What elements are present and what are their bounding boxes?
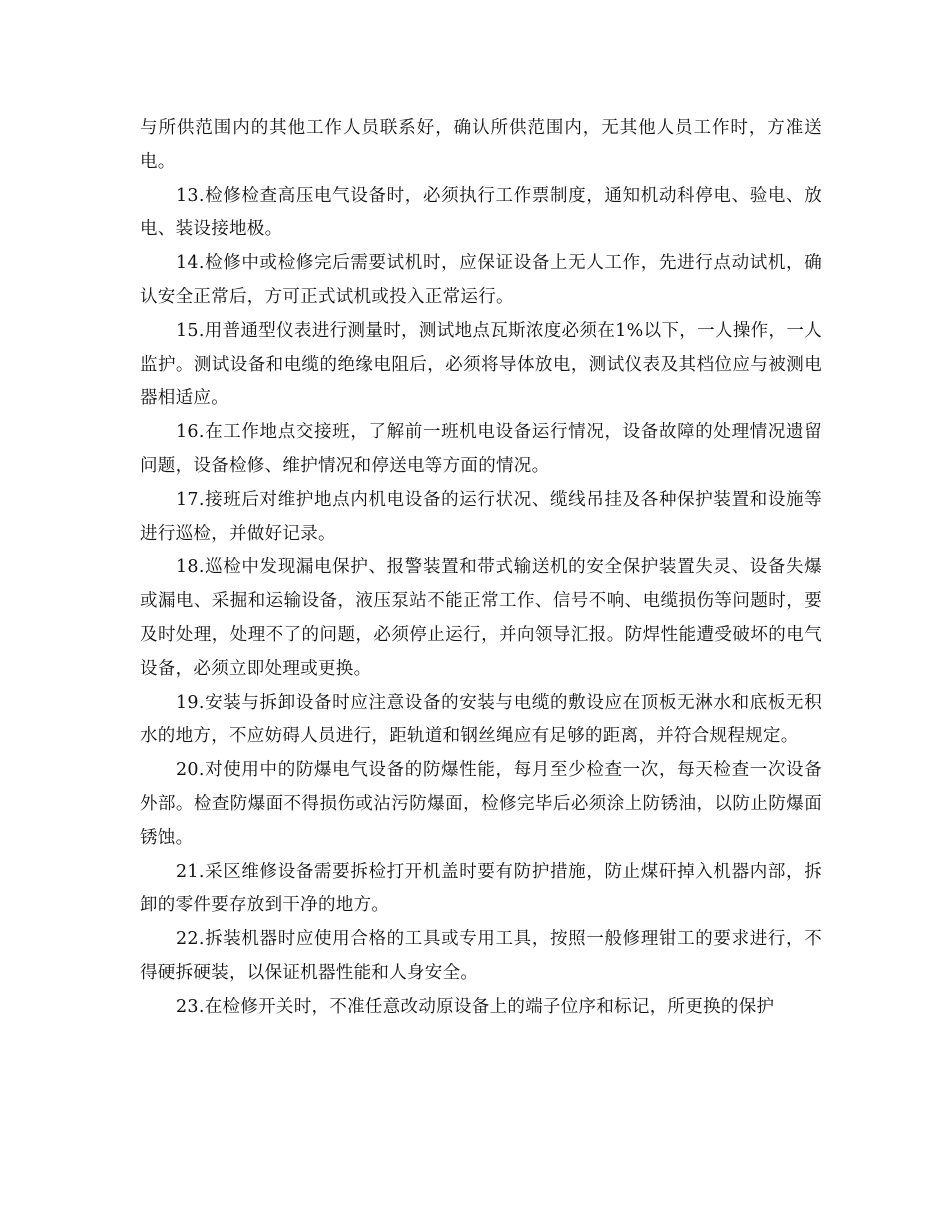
paragraph-item-17: 17.接班后对维护地点内机电设备的运行状况、缆线吊挂及各种保护装置和设施等进行巡检，并做好记录。 xyxy=(140,489,822,544)
paragraph-item-21: 21.采区维修设备需要拆检打开机盖时要有防护措施，防止煤矸掉入机器内部，拆卸的零件要存放到干净的地方。 xyxy=(140,861,822,916)
paragraph-item-22: 22.拆装机器时应使用合格的工具或专用工具，按照一般修理钳工的要求进行，不得硬拆硬装，以保证机器性能和人身安全。 xyxy=(140,929,822,983)
paragraph-item-20: 20.对使用中的防爆电气设备的防爆性能，每月至少检查一次，每天检查一次设备外部。检查防爆面不得损伤或沾污防爆面，检修完毕后必须涂上防锈油，以防止防爆面锈蚀。 xyxy=(140,760,822,848)
paragraph-item-23: 23.在检修开关时，不准任意改动原设备上的端子位序和标记，所更换的保护 xyxy=(176,996,775,1017)
paragraph-item-15: 15.用普通型仪表进行测量时，测试地点瓦斯浓度必须在1%以下，一人操作，一人监护。测试设备和电缆的绝缘电阻后，必须将导体放电，测试仪表及其档位应与被测电器相适应。 xyxy=(140,320,822,409)
paragraph-item-18: 18.巡检中发现漏电保护、报警装置和带式输送机的安全保护装置失灵、设备失爆或漏电、采掘和运输设备，液压泵站不能正常工作、信号不响、电缆损伤等问题时，要及时处理，处理不了的问题，必须停止运行，并向领导汇报。防焊性能遭受破坏的电气设备，必须立即处理或更换。 xyxy=(140,557,822,679)
paragraph-item-16: 16.在工作地点交接班，了解前一班机电设备运行情况，设备故障的处理情况遗留问题，设备检修、维护情况和停送电等方面的情况。 xyxy=(140,422,822,476)
paragraph-item-13: 13.检修检查高压电气设备时，必须执行工作票制度，通知机动科停电、验电、放电、装设接地极。 xyxy=(140,185,822,240)
paragraph-continuation: 与所供范围内的其他工作人员联系好，确认所供范围内，无其他人员工作时，方准送电。 xyxy=(140,118,822,172)
paragraph-item-19: 19.安装与拆卸设备时应注意设备的安装与电缆的敷设应在顶板无淋水和底板无积水的地方，不应妨碍人员进行，距轨道和钢丝绳应有足够的距离，并符合规程规定。 xyxy=(140,692,822,747)
paragraph-item-14: 14.检修中或检修完后需要试机时，应保证设备上无人工作，先进行点动试机，确认安全正常后，方可正式试机或投入正常运行。 xyxy=(140,253,822,307)
